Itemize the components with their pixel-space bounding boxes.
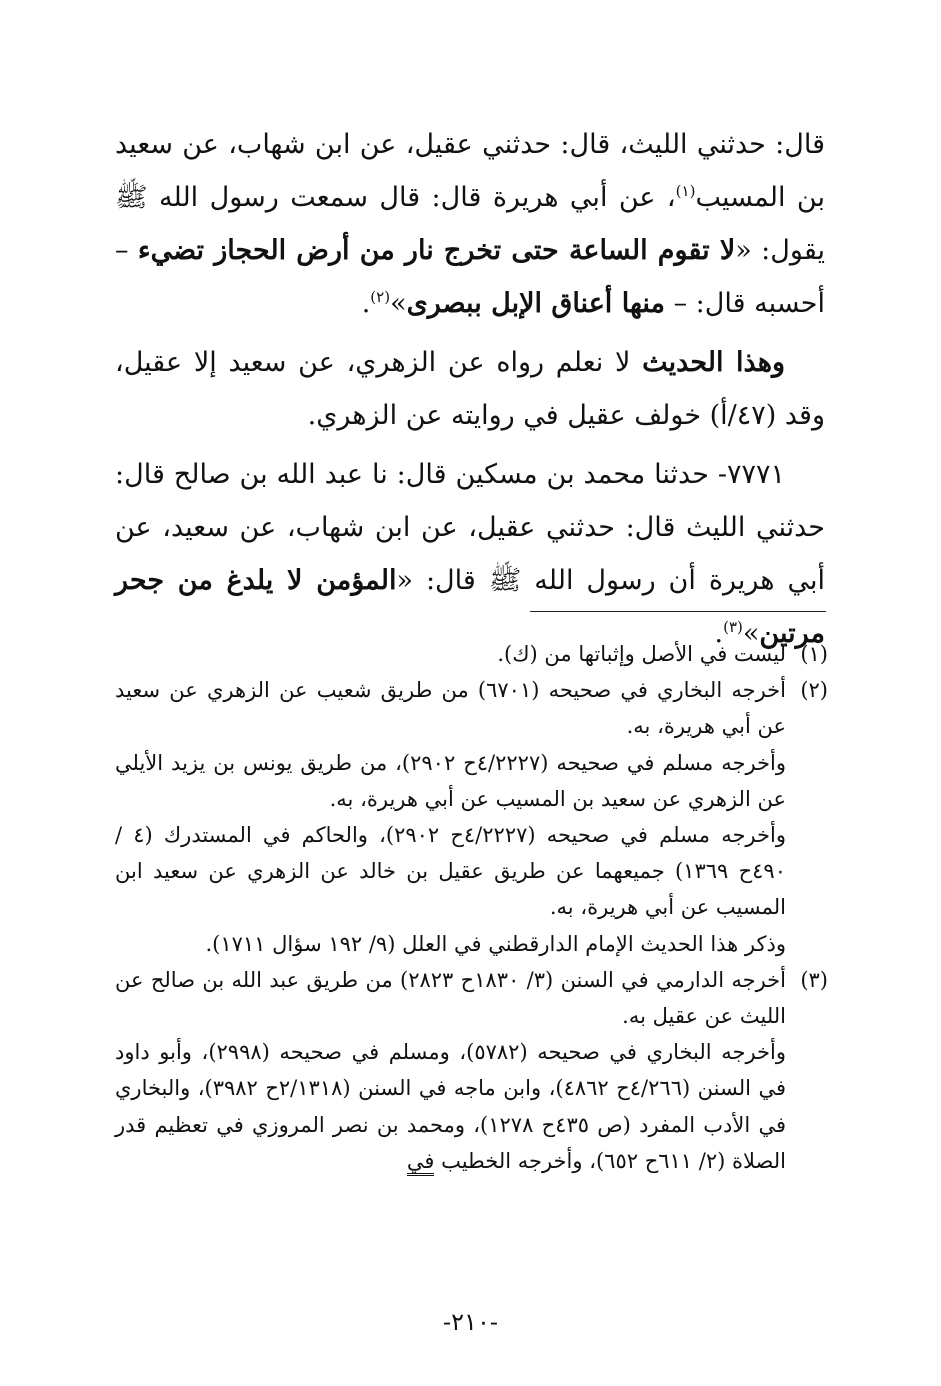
bold-phrase: وهذا الحديث xyxy=(642,347,785,378)
footnote-ref: (٣) xyxy=(723,618,743,636)
commentary-paragraph xyxy=(115,336,825,442)
text-run: – أحسبه قال: – xyxy=(115,235,825,319)
continuation-word: في xyxy=(407,1149,435,1176)
text-run: . xyxy=(361,288,371,319)
footnote-body xyxy=(115,962,786,1179)
hadith-quote: المؤمن لا يلدغ من جحر مرتين xyxy=(115,565,825,649)
footnote-line: وأخرجه مسلم في صحيحه (٤/٢٢٢٧ح ٢٩٠٢)، من طريق يونس بن يزيد الأيلي عن الزهري عن سعيد بن المسيب عن أبي هريرة، به. xyxy=(115,750,787,811)
footnote-line: أخرجه الدارمي في السنن (٣/ ١٨٣٠ح ٢٨٢٣) من طريق عبد الله بن صالح عن الليث عن عقيل به. xyxy=(115,967,786,1029)
footnotes xyxy=(115,636,828,1179)
footnote-number: (٣) xyxy=(800,967,828,992)
text-run: . xyxy=(714,618,724,649)
text-run: » xyxy=(742,618,760,649)
footnote-line xyxy=(115,1034,786,1179)
text-run: » xyxy=(390,288,407,319)
footnote-2 xyxy=(115,672,828,962)
footnote-line: أخرجه البخاري في صحيحه (٦٧٠١) من طريق شعيب عن الزهري عن سعيد عن أبي هريرة، به. xyxy=(115,678,786,739)
footnote-ref: (١) xyxy=(675,182,696,200)
footnote-line: وذكر هذا الحديث الإمام الدارقطني في العلل (٩/ ١٩٢ سؤال ١٧١١). xyxy=(205,931,786,956)
footnote-text: ليست في الأصل وإثباتها من (ك). xyxy=(497,642,786,666)
footnote-body xyxy=(115,672,786,962)
footnote-line: وأخرجه مسلم في صحيحه (٤/٢٢٢٧ح ٢٩٠٢)، والحاكم في المستدرك (٤ / ٤٩٠ح ١٣٦٩) جميعهما عن طريق عقيل بن خالد عن الزهري عن سعيد ابن المسيب عن أبي هريرة، به. xyxy=(115,823,786,920)
footnote-1 xyxy=(115,636,828,672)
text-run: لا نعلم رواه عن الزهري، عن سعيد إلا عقيل، وقد (٤٧/أ) خولف عقيل في روايته عن الزهري. xyxy=(115,347,825,431)
page-number: -٢١٠- xyxy=(443,1308,498,1336)
footnote-number: (١) xyxy=(800,642,828,666)
hadith-quote: منها أعناق الإبل ببصرى xyxy=(406,288,665,319)
hadith-paragraph xyxy=(115,118,825,330)
footnote-3 xyxy=(115,962,828,1179)
text-run: ٧٧٧١- حدثنا محمد بن مسكين قال: نا عبد الله بن صالح قال: حدثني الليث قال: حدثني عقيل، عن ابن شهاب، عن سعيد، عن أبي هريرة أن رسول الله ﷺ قال: « xyxy=(115,459,825,596)
main-text xyxy=(115,118,825,660)
footnote-ref: (٢) xyxy=(370,288,391,306)
hadith-paragraph xyxy=(115,448,825,660)
text-run: قال: حدثني الليث، قال: حدثني عقيل، عن ابن شهاب، عن سعيد بن المسيب xyxy=(115,129,825,213)
footnote-divider xyxy=(530,611,826,612)
hadith-quote: لا تقوم الساعة حتى تخرج نار من أرض الحجاز تضيء xyxy=(137,235,736,266)
footnote-number: (٢) xyxy=(800,678,828,703)
footnote-line-text: وأخرجه البخاري في صحيحه (٥٧٨٢)، ومسلم في صحيحه (٢٩٩٨)، وأبو داود في السنن (٤/٢٦٦ح ٤٨٦٢)، وابن ماجه في السنن (٢/١٣١٨ح ٣٩٨٢)، والبخاري في الأدب المفرد (ص ٤٣٥ح ١٢٧٨)، ومحمد بن نصر المروزي في تعظيم قدر الصلاة (٢/ ٦١١ح ٦٥٢)، وأخرجه الخطيب xyxy=(115,1040,787,1173)
text-run: ، عن أبي هريرة قال: قال سمعت رسول الله ﷺ يقول: « xyxy=(115,182,825,266)
